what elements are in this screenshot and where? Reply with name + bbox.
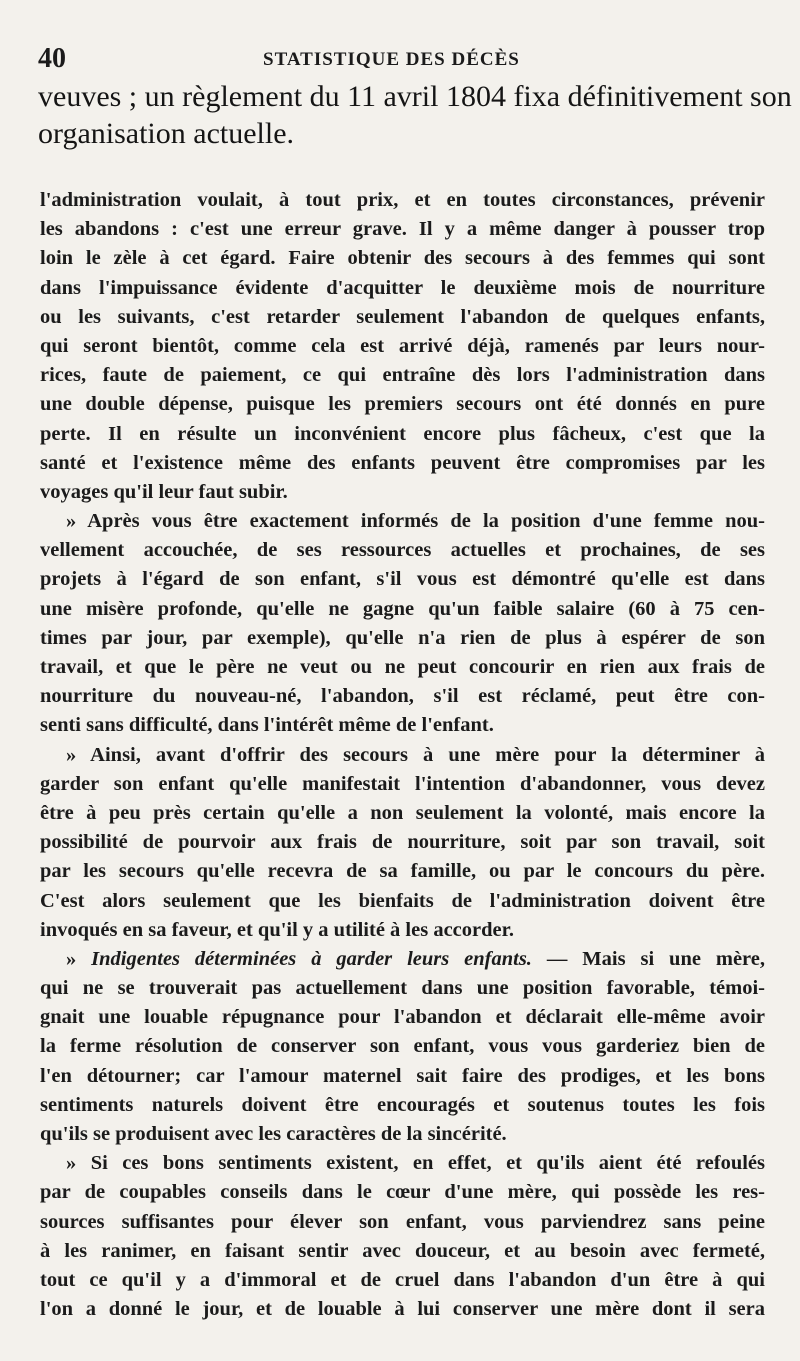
text-line: vellement accouchée, de ses ressources actuelles et prochaines, de ses [40, 539, 765, 562]
text-line: travail, et que le père ne veut ou ne peut concourir en rien aux frais de [40, 656, 765, 678]
quote-mark: » [66, 947, 92, 970]
text-line: senti sans difficulté, dans l'intérêt même de l'enfant. [40, 714, 494, 737]
text-line: invoqués en sa faveur, et qu'il y a utilité à les accorder. [40, 918, 514, 941]
text-line: nourriture du nouveau-né, l'abandon, s'il est réclamé, peut être con- [40, 685, 765, 708]
text-line: times par jour, par exemple), qu'elle n'a rien de plus à espérer de son [40, 626, 765, 649]
carried-over-paragraph [38, 78, 792, 152]
section-subheading: Indigentes déterminées à garder leurs enfants. [91, 947, 532, 970]
carried-over-line: veuves ; un règlement du 11 avril 1804 fixa définitivement son [38, 80, 792, 113]
text-line: par les secours qu'elle recevra de sa famille, ou par le concours du père. [40, 860, 765, 883]
text-line: qui seront bientôt, comme cela est arrivé déjà, ramenés par leurs nour- [40, 334, 765, 357]
text-line: qui ne se trouverait pas actuellement dans une position favorable, témoi- [40, 977, 765, 1000]
text-line: sources suffisantes pour élever son enfant, vous parviendrez sans peine [40, 1210, 765, 1233]
text-line: dans l'impuissance évidente d'acquitter le deuxième mois de nourriture [40, 276, 765, 299]
text-line: l'en détourner; car l'amour maternel sait faire des prodiges, et les bons [40, 1064, 765, 1087]
text-line: les abandons : c'est une erreur grave. Il y a même danger à pousser trop [40, 218, 765, 241]
text-line: » Après vous être exactement informés de la position d'une femme nou- [66, 510, 765, 533]
text-line: garder son enfant qu'elle manifestait l'intention d'abandonner, vous devez [40, 772, 765, 795]
text-line: perte. Il en résulte un inconvénient encore plus fâcheux, c'est que la [40, 422, 765, 445]
running-head: STATISTIQUE DES DÉCÈS [263, 49, 520, 70]
body-text [40, 186, 765, 1324]
text-line: tout ce qu'il y a d'immoral et de cruel dans l'abandon d'un être à qui [40, 1268, 765, 1291]
text-line: possibilité de pourvoir aux frais de nourriture, soit par son travail, soit [40, 831, 765, 854]
text-line: par de coupables conseils dans le cœur d'une mère, qui possède les res- [40, 1181, 765, 1204]
carried-over-line: organisation actuelle. [38, 117, 295, 150]
text-line: être à peu près certain qu'elle a non seulement la volonté, mais encore la [40, 801, 765, 824]
text-line: loin le zèle à cet égard. Faire obtenir des secours à des femmes qui sont [40, 247, 765, 270]
text-line: la ferme résolution de conserver son enfant, vous vous garderiez bien de [40, 1035, 765, 1058]
text-line: sentiments naturels doivent être encouragés et soutenus toutes les fois [40, 1093, 765, 1116]
text-line: gnait une louable répugnance pour l'abandon et déclarait elle-même avoir [40, 1006, 765, 1029]
text-line: rices, faute de paiement, ce qui entraîne dès lors l'administration dans [40, 364, 765, 387]
text-line: l'administration voulait, à tout prix, et en toutes circonstances, prévenir [40, 189, 765, 211]
text-line: voyages qu'il leur faut subir. [40, 480, 288, 503]
text-line: projets à l'égard de son enfant, s'il vous est démontré qu'elle est dans [40, 568, 765, 591]
text-line: santé et l'existence même des enfants peuvent être compromises par les [40, 451, 765, 474]
text-line-italic-heading [40, 945, 765, 974]
text-line: à les ranimer, en faisant sentir avec douceur, et au besoin avec fermeté, [40, 1239, 765, 1262]
text-line: » Ainsi, avant d'offrir des secours à une mère pour la déterminer à [66, 743, 765, 766]
text-line: l'on a donné le jour, et de louable à lui conserver une mère dont il sera [40, 1298, 765, 1321]
page-number: 40 [38, 43, 66, 74]
text-line: » Si ces bons sentiments existent, en effet, et qu'ils aient été refoulés [66, 1152, 765, 1175]
text-line: C'est alors seulement que les bienfaits de l'administration doivent être [40, 889, 765, 912]
subheading-continuation: — Mais si une mère, [531, 947, 765, 970]
text-line: une double dépense, puisque les premiers secours ont été donnés en pure [40, 393, 765, 416]
text-line: ou les suivants, c'est retarder seulement l'abandon de quelques enfants, [40, 305, 765, 328]
text-line: qu'ils se produisent avec les caractères de la sincérité. [40, 1123, 507, 1145]
text-line: une misère profonde, qu'elle ne gagne qu'un faible salaire (60 à 75 cen- [40, 597, 765, 620]
page-header [38, 44, 758, 74]
